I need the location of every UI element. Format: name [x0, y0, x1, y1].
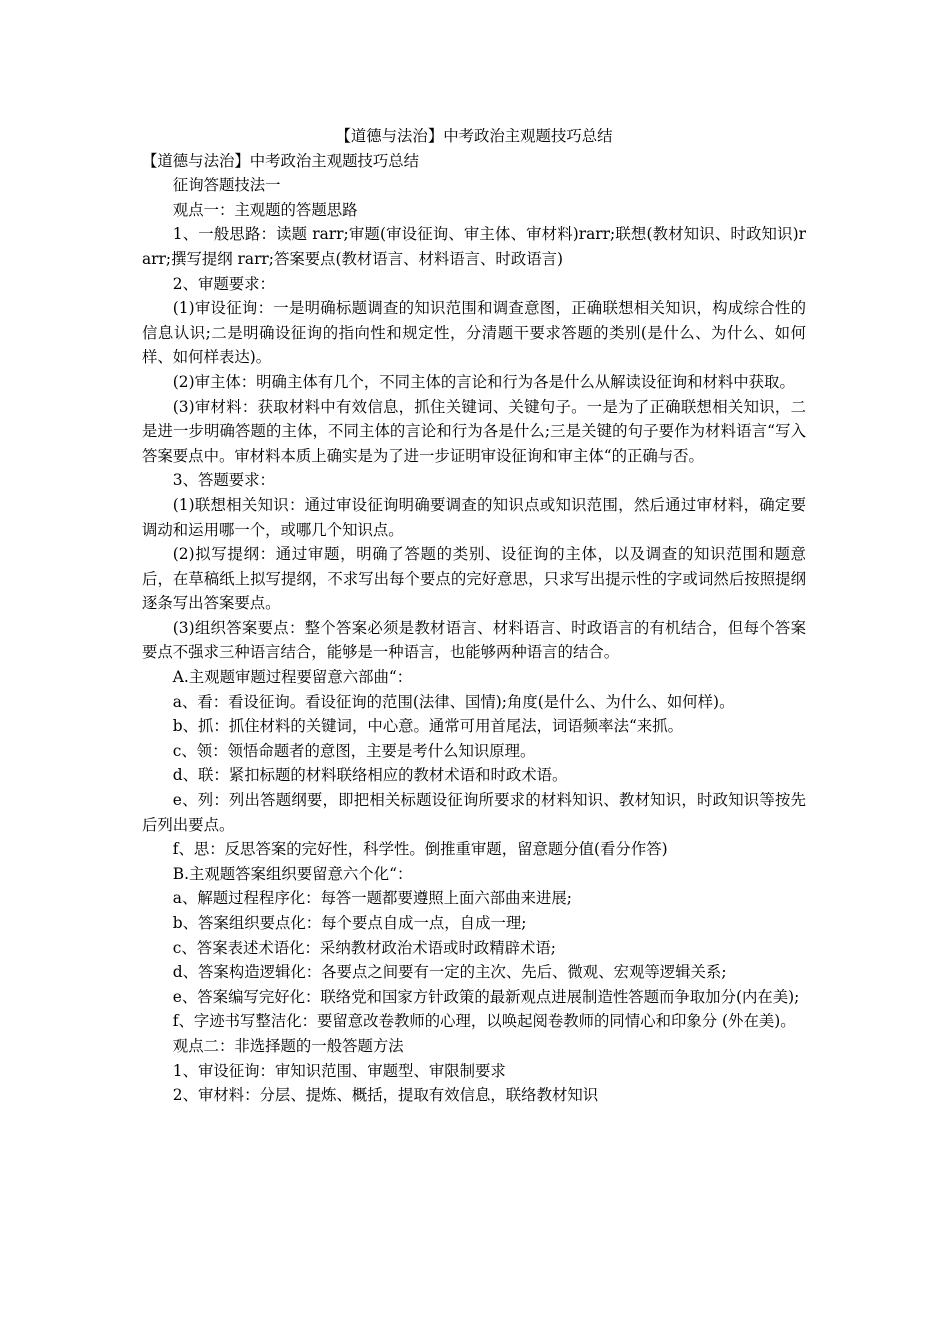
paragraph: 1、审设征询：审知识范围、审题型、审限制要求 [172, 1061, 506, 1080]
paragraph: f、字迹书写整洁化：要留意改卷教师的心理，以唤起阅卷教师的同情心和印象分 (外在美)。 [172, 1012, 796, 1031]
paragraph: (2)审主体：明确主体有几个，不同主体的言论和行为各是什么从解读设征询和材料中获取。 [172, 372, 795, 391]
paragraph: c、答案表述术语化：采纳教材政治术语或时政精辟术语; [172, 938, 556, 957]
paragraph: a、解题过程程序化：每答一题都要遵照上面六部曲来进展; [172, 889, 572, 908]
paragraph: 1、一般思路：读题 rarr;审题(审设征询、审主体、审材料)rarr;联想(教材知识、时政知识)rarr;撰写提纲 rarr;答案要点(教材语言、材料语言、时政语言) [142, 225, 806, 268]
paragraph: 观点二：非选择题的一般答题方法 [172, 1036, 404, 1055]
paragraph: (2)拟写提纲：通过审题，明确了答题的类别、设征询的主体，以及调查的知识范围和题意后，在草稿纸上拟写提纲，不求写出每个要点的完好意思，只求写出提示性的字或词然后按照提纲逐条写出答案要点。 [142, 545, 806, 613]
paragraph: 征询答题技法一 [172, 176, 281, 195]
paragraph: (1)联想相关知识：通过审设征询明确要调查的知识点或知识范围，然后通过审材料，确定要调动和运用哪一个，或哪几个知识点。 [142, 495, 806, 539]
paragraph: 2、审题要求： [172, 274, 275, 293]
paragraph: b、答案组织要点化：每个要点自成一点，自成一理; [172, 914, 527, 932]
paragraph: a、看：看设征询。看设征询的范围(法律、国情);角度(是什么、为什么、如何样)。 [172, 692, 735, 711]
document-body [142, 124, 806, 1108]
paragraph: b、抓：抓住材料的关键词，中心意。通常可用首尾法，词语频率法“来抓。 [172, 717, 684, 736]
paragraph: c、领：领悟命题者的意图，主要是考什么知识原理。 [172, 741, 536, 760]
paragraph: e、答案编写完好化：联络党和国家方针政策的最新观点进展制造性答题而争取加分(内在美); [172, 987, 800, 1006]
paragraph: (3)审材料：获取材料中有效信息，抓住关键词、关键句子。一是为了正确联想相关知识，二是进一步明确答题的主体，不同主体的言论和行为各是什么;三是关键的句子要作为材料语言“写入答案要点中。审材料本质上确实是为了进一步证明审设征询和审主体“的正确与否。 [142, 397, 806, 465]
paragraph: 观点一：主观题的答题思路 [172, 200, 358, 219]
paragraph: B.主观题答案组织要留意六个化“： [172, 864, 413, 883]
paragraph: 3、答题要求： [172, 471, 275, 490]
paragraph: A.主观题审题过程要留意六部曲“： [172, 668, 413, 687]
paragraph: (1)审设征询：一是明确标题调查的知识范围和调查意图，正确联想相关知识，构成综合性的信息认识;二是明确设征询的指向性和规定性，分清题干要求答题的类别(是什么、为什么、如何样、如何样表达)。 [142, 299, 806, 367]
paragraph: 2、审材料：分层、提炼、概括，提取有效信息，联络教材知识 [172, 1086, 599, 1105]
paragraph: d、联：紧扣标题的材料联络相应的教材术语和时政术语。 [172, 766, 568, 785]
document-title: 【道德与法治】中考政治主观题技巧总结 [335, 127, 613, 145]
paragraph: 【道德与法治】中考政治主观题技巧总结 [142, 151, 420, 170]
paragraph: e、列：列出答题纲要，即把相关标题设征询所要求的材料知识、教材知识，时政知识等按先后列出要点。 [142, 791, 806, 834]
paragraph-list [142, 149, 806, 1108]
paragraph: f、思：反思答案的完好性，科学性。倒推重审题，留意题分值(看分作答) [172, 840, 668, 859]
paragraph: (3)组织答案要点：整个答案必须是教材语言、材料语言、时政语言的有机结合，但每个答案要点不强求三种语言结合，能够是一种语言，也能够两种语言的结合。 [142, 618, 806, 662]
paragraph: d、答案构造逻辑化：各要点之间要有一定的主次、先后、微观、宏观等逻辑关系; [172, 963, 727, 982]
